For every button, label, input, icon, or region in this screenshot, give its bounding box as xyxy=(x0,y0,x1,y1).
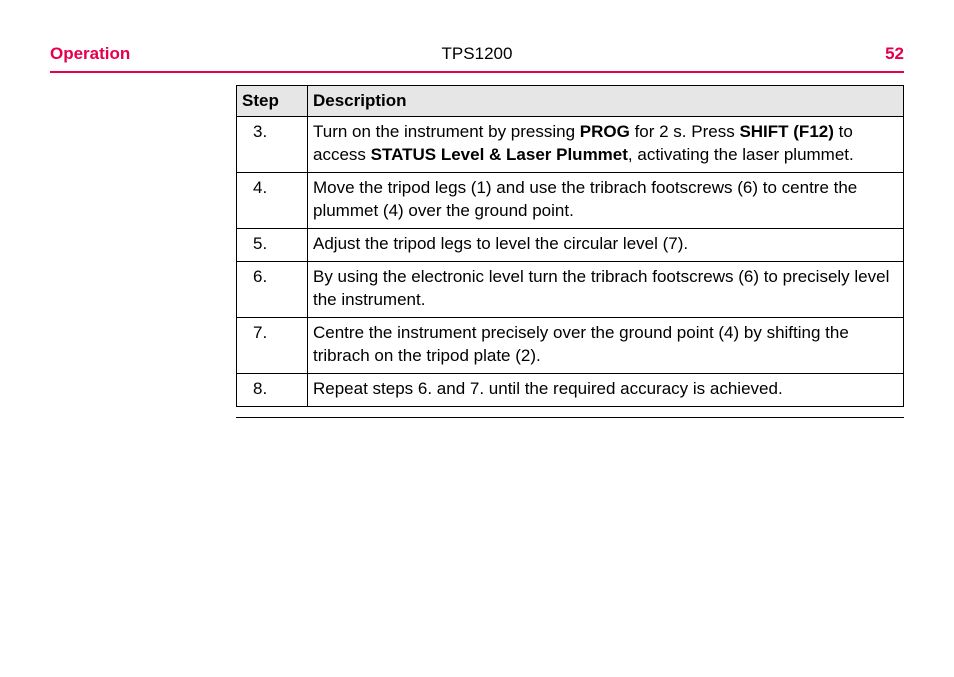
description-text: Centre the instrument precisely over the ground point (4) by shifting the tribrach on the tripod plate (2). xyxy=(313,323,849,365)
description-text: By using the electronic level turn the tribrach footscrews (6) to precisely level the instrument. xyxy=(313,267,890,309)
step-number: 6. xyxy=(237,262,308,318)
step-number: 4. xyxy=(237,173,308,229)
description-text: Turn on the instrument by pressing xyxy=(313,122,580,141)
description-text: for 2 s. Press xyxy=(629,122,740,141)
product-name: TPS1200 xyxy=(441,44,513,63)
steps-table-body xyxy=(237,117,904,407)
step-number: 8. xyxy=(237,374,308,407)
step-number: 7. xyxy=(237,318,308,374)
ui-key-label: STATUS Level & Laser Plummet xyxy=(370,145,628,164)
ui-key-label: PROG xyxy=(579,122,630,141)
description-text: Move the tripod legs (1) and use the tribrach footscrews (6) to centre the plummet (4) over the ground point. xyxy=(313,178,858,220)
description-text: Repeat steps 6. and 7. until the required accuracy is achieved. xyxy=(313,379,783,398)
step-description xyxy=(308,117,904,173)
description-text: , activating the laser plummet. xyxy=(627,145,854,164)
description-text: to access xyxy=(313,122,853,164)
step-description xyxy=(308,318,904,374)
description-text: Adjust the tripod legs to level the circular level (7). xyxy=(313,234,689,253)
table-row xyxy=(237,229,904,262)
table-row xyxy=(237,173,904,229)
column-header-description: Description xyxy=(308,86,904,117)
table-header-row xyxy=(237,86,904,117)
table-end-divider xyxy=(236,417,904,418)
step-description xyxy=(308,173,904,229)
section-title: Operation xyxy=(50,44,131,63)
table-row xyxy=(237,262,904,318)
table-row xyxy=(237,374,904,407)
step-description xyxy=(308,374,904,407)
step-number: 5. xyxy=(237,229,308,262)
ui-key-label: SHIFT (F12) xyxy=(739,122,834,141)
step-description xyxy=(308,262,904,318)
header-divider xyxy=(50,71,904,73)
step-number: 3. xyxy=(237,117,308,173)
steps-table xyxy=(236,85,904,407)
table-row xyxy=(237,318,904,374)
column-header-step: Step xyxy=(237,86,308,117)
step-description xyxy=(308,229,904,262)
page-number: 52 xyxy=(885,44,904,63)
table-row xyxy=(237,117,904,173)
page-header xyxy=(50,44,904,66)
